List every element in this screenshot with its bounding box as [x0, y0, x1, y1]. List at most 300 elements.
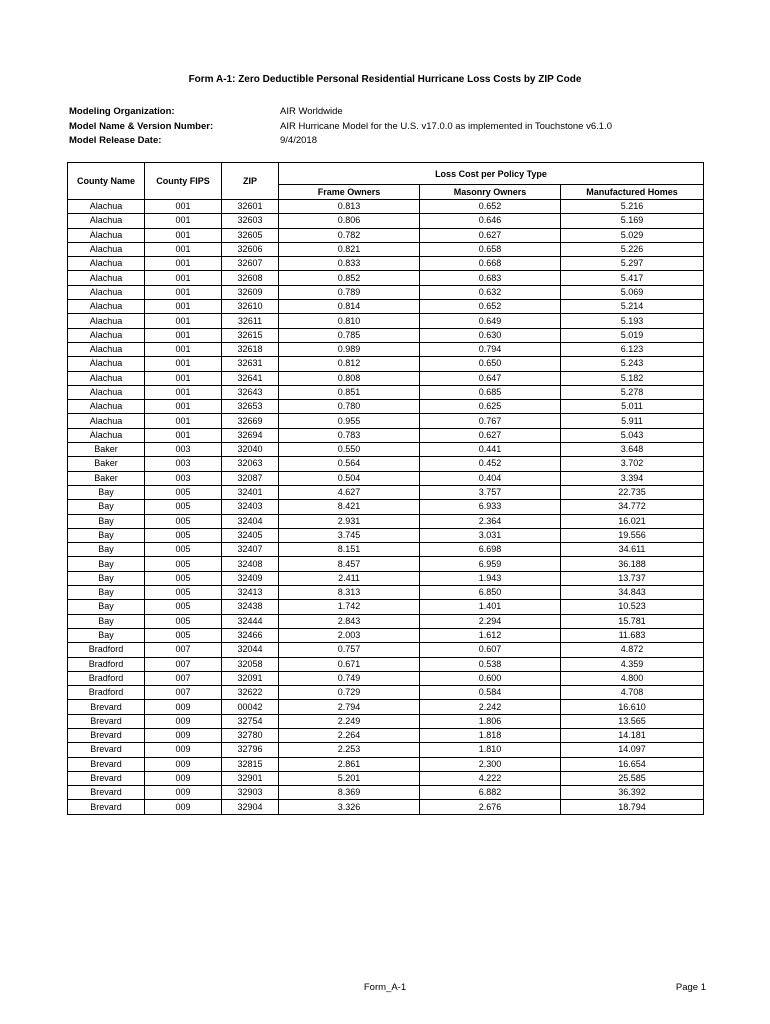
cell-county-name: Alachua — [68, 300, 145, 314]
cell-county-name: Bradford — [68, 671, 145, 685]
cell-county-name: Alachua — [68, 271, 145, 285]
cell-frame-owners: 0.806 — [279, 214, 420, 228]
table-row — [68, 700, 704, 714]
header-loss-cost-group: Loss Cost per Policy Type — [279, 163, 704, 185]
cell-county-fips: 009 — [145, 700, 222, 714]
cell-county-fips: 001 — [145, 271, 222, 285]
table-row — [68, 228, 704, 242]
cell-masonry-owners: 0.584 — [420, 686, 561, 700]
cell-county-name: Baker — [68, 443, 145, 457]
cell-frame-owners: 2.249 — [279, 714, 420, 728]
cell-county-fips: 005 — [145, 600, 222, 614]
cell-frame-owners: 5.201 — [279, 771, 420, 785]
cell-manufactured-homes: 5.911 — [561, 414, 704, 428]
cell-zip: 32608 — [222, 271, 279, 285]
cell-manufactured-homes: 4.359 — [561, 657, 704, 671]
cell-frame-owners: 2.931 — [279, 514, 420, 528]
cell-county-name: Alachua — [68, 328, 145, 342]
cell-county-fips: 005 — [145, 543, 222, 557]
cell-manufactured-homes: 5.029 — [561, 228, 704, 242]
cell-frame-owners: 2.843 — [279, 614, 420, 628]
cell-zip: 32641 — [222, 371, 279, 385]
header-masonry-owners: Masonry Owners — [420, 185, 561, 200]
cell-county-fips: 001 — [145, 285, 222, 299]
cell-frame-owners: 2.253 — [279, 743, 420, 757]
cell-manufactured-homes: 34.843 — [561, 586, 704, 600]
table-row — [68, 385, 704, 399]
cell-masonry-owners: 0.627 — [420, 428, 561, 442]
cell-frame-owners: 3.326 — [279, 800, 420, 814]
table-body — [68, 200, 704, 815]
cell-frame-owners: 2.003 — [279, 628, 420, 642]
cell-county-name: Bay — [68, 586, 145, 600]
cell-masonry-owners: 1.943 — [420, 571, 561, 585]
cell-frame-owners: 2.861 — [279, 757, 420, 771]
cell-county-name: Bay — [68, 485, 145, 499]
cell-county-name: Brevard — [68, 757, 145, 771]
table-row — [68, 671, 704, 685]
cell-county-fips: 001 — [145, 214, 222, 228]
cell-county-fips: 005 — [145, 586, 222, 600]
cell-zip: 32622 — [222, 686, 279, 700]
table-row — [68, 557, 704, 571]
header-county-name: County Name — [68, 163, 145, 200]
table-row — [68, 300, 704, 314]
cell-county-fips: 009 — [145, 728, 222, 742]
table-row — [68, 528, 704, 542]
table-row — [68, 428, 704, 442]
cell-county-name: Brevard — [68, 714, 145, 728]
cell-zip: 32605 — [222, 228, 279, 242]
cell-zip: 32694 — [222, 428, 279, 442]
cell-county-fips: 005 — [145, 528, 222, 542]
cell-manufactured-homes: 5.169 — [561, 214, 704, 228]
cell-masonry-owners: 1.401 — [420, 600, 561, 614]
cell-zip: 32408 — [222, 557, 279, 571]
cell-manufactured-homes: 5.278 — [561, 385, 704, 399]
cell-county-fips: 009 — [145, 743, 222, 757]
cell-county-name: Brevard — [68, 786, 145, 800]
meta-row-version — [69, 120, 612, 135]
cell-manufactured-homes: 5.019 — [561, 328, 704, 342]
cell-zip: 32063 — [222, 457, 279, 471]
header-zip: ZIP — [222, 163, 279, 200]
meta-label: Modeling Organization: — [69, 106, 175, 117]
cell-county-fips: 009 — [145, 714, 222, 728]
table-row — [68, 728, 704, 742]
cell-county-fips: 001 — [145, 200, 222, 214]
cell-masonry-owners: 6.933 — [420, 500, 561, 514]
cell-masonry-owners: 2.294 — [420, 614, 561, 628]
cell-county-name: Alachua — [68, 357, 145, 371]
cell-county-fips: 003 — [145, 443, 222, 457]
table-row — [68, 571, 704, 585]
cell-county-name: Bradford — [68, 657, 145, 671]
cell-masonry-owners: 3.757 — [420, 485, 561, 499]
cell-masonry-owners: 0.630 — [420, 328, 561, 342]
cell-county-fips: 001 — [145, 300, 222, 314]
cell-county-name: Alachua — [68, 371, 145, 385]
cell-manufactured-homes: 16.610 — [561, 700, 704, 714]
cell-county-name: Alachua — [68, 314, 145, 328]
header-frame-owners: Frame Owners — [279, 185, 420, 200]
cell-manufactured-homes: 34.611 — [561, 543, 704, 557]
page-number: Page 1 — [675, 982, 706, 993]
cell-frame-owners: 1.742 — [279, 600, 420, 614]
cell-frame-owners: 0.814 — [279, 300, 420, 314]
cell-county-fips: 005 — [145, 485, 222, 499]
cell-manufactured-homes: 22.735 — [561, 485, 704, 499]
cell-zip: 32044 — [222, 643, 279, 657]
cell-masonry-owners: 0.647 — [420, 371, 561, 385]
cell-masonry-owners: 0.649 — [420, 314, 561, 328]
cell-masonry-owners: 0.632 — [420, 285, 561, 299]
table-row — [68, 443, 704, 457]
cell-zip: 32643 — [222, 385, 279, 399]
cell-frame-owners: 0.812 — [279, 357, 420, 371]
cell-manufactured-homes: 4.708 — [561, 686, 704, 700]
cell-manufactured-homes: 13.565 — [561, 714, 704, 728]
cell-zip: 32631 — [222, 357, 279, 371]
cell-county-name: Alachua — [68, 228, 145, 242]
table-row — [68, 500, 704, 514]
cell-county-fips: 005 — [145, 500, 222, 514]
cell-county-fips: 001 — [145, 400, 222, 414]
cell-masonry-owners: 0.404 — [420, 471, 561, 485]
cell-masonry-owners: 0.794 — [420, 342, 561, 356]
cell-county-name: Bay — [68, 557, 145, 571]
cell-county-fips: 009 — [145, 800, 222, 814]
cell-zip: 32040 — [222, 443, 279, 457]
page-title: Form A-1: Zero Deductible Personal Residential Hurricane Loss Costs by ZIP Code — [188, 74, 582, 85]
cell-zip: 32609 — [222, 285, 279, 299]
cell-zip: 32901 — [222, 771, 279, 785]
cell-zip: 32796 — [222, 743, 279, 757]
cell-masonry-owners: 0.600 — [420, 671, 561, 685]
cell-county-name: Bay — [68, 528, 145, 542]
cell-frame-owners: 0.989 — [279, 342, 420, 356]
cell-county-fips: 009 — [145, 757, 222, 771]
table-row — [68, 214, 704, 228]
cell-masonry-owners: 0.452 — [420, 457, 561, 471]
header-county-fips: County FIPS — [145, 163, 222, 200]
cell-manufactured-homes: 5.011 — [561, 400, 704, 414]
cell-frame-owners: 0.821 — [279, 242, 420, 256]
cell-county-fips: 001 — [145, 328, 222, 342]
cell-county-name: Bay — [68, 514, 145, 528]
cell-zip: 32438 — [222, 600, 279, 614]
cell-frame-owners: 8.313 — [279, 586, 420, 600]
cell-manufactured-homes: 36.392 — [561, 786, 704, 800]
cell-masonry-owners: 0.441 — [420, 443, 561, 457]
table-row — [68, 714, 704, 728]
cell-zip: 32615 — [222, 328, 279, 342]
cell-zip: 32405 — [222, 528, 279, 542]
cell-manufactured-homes: 19.556 — [561, 528, 704, 542]
cell-county-fips: 001 — [145, 342, 222, 356]
cell-county-name: Baker — [68, 457, 145, 471]
cell-masonry-owners: 0.625 — [420, 400, 561, 414]
cell-manufactured-homes: 15.781 — [561, 614, 704, 628]
cell-frame-owners: 0.808 — [279, 371, 420, 385]
table-row — [68, 314, 704, 328]
cell-manufactured-homes: 11.683 — [561, 628, 704, 642]
cell-frame-owners: 4.627 — [279, 485, 420, 499]
meta-value: AIR Worldwide — [280, 106, 343, 117]
cell-frame-owners: 0.550 — [279, 443, 420, 457]
cell-county-fips: 001 — [145, 242, 222, 256]
cell-masonry-owners: 1.612 — [420, 628, 561, 642]
cell-masonry-owners: 4.222 — [420, 771, 561, 785]
cell-frame-owners: 2.794 — [279, 700, 420, 714]
cell-manufactured-homes: 25.585 — [561, 771, 704, 785]
cell-manufactured-homes: 13.737 — [561, 571, 704, 585]
cell-frame-owners: 0.955 — [279, 414, 420, 428]
cell-manufactured-homes: 3.394 — [561, 471, 704, 485]
cell-county-name: Bay — [68, 628, 145, 642]
cell-county-name: Alachua — [68, 285, 145, 299]
cell-zip: 32653 — [222, 400, 279, 414]
loss-cost-table — [67, 162, 704, 815]
table-row — [68, 342, 704, 356]
cell-zip: 32409 — [222, 571, 279, 585]
cell-frame-owners: 8.151 — [279, 543, 420, 557]
cell-frame-owners: 8.457 — [279, 557, 420, 571]
table-row — [68, 614, 704, 628]
cell-county-name: Alachua — [68, 342, 145, 356]
cell-masonry-owners: 0.767 — [420, 414, 561, 428]
cell-county-fips: 007 — [145, 643, 222, 657]
cell-frame-owners: 2.411 — [279, 571, 420, 585]
cell-frame-owners: 0.783 — [279, 428, 420, 442]
cell-masonry-owners: 6.959 — [420, 557, 561, 571]
cell-county-name: Bay — [68, 600, 145, 614]
cell-manufactured-homes: 5.214 — [561, 300, 704, 314]
cell-zip: 32403 — [222, 500, 279, 514]
cell-frame-owners: 0.782 — [279, 228, 420, 242]
cell-manufactured-homes: 5.043 — [561, 428, 704, 442]
cell-frame-owners: 0.780 — [279, 400, 420, 414]
table-row — [68, 485, 704, 499]
cell-frame-owners: 0.852 — [279, 271, 420, 285]
table-row — [68, 800, 704, 814]
cell-county-name: Bradford — [68, 643, 145, 657]
table-row — [68, 514, 704, 528]
cell-manufactured-homes: 5.243 — [561, 357, 704, 371]
cell-masonry-owners: 0.652 — [420, 300, 561, 314]
table-row — [68, 757, 704, 771]
cell-manufactured-homes: 10.523 — [561, 600, 704, 614]
cell-county-name: Bay — [68, 500, 145, 514]
cell-zip: 32607 — [222, 257, 279, 271]
cell-zip: 32780 — [222, 728, 279, 742]
cell-masonry-owners: 0.658 — [420, 242, 561, 256]
cell-manufactured-homes: 14.181 — [561, 728, 704, 742]
cell-masonry-owners: 2.300 — [420, 757, 561, 771]
cell-masonry-owners: 2.364 — [420, 514, 561, 528]
table-row — [68, 414, 704, 428]
cell-frame-owners: 0.813 — [279, 200, 420, 214]
cell-zip: 32815 — [222, 757, 279, 771]
cell-frame-owners: 0.504 — [279, 471, 420, 485]
cell-county-fips: 003 — [145, 471, 222, 485]
cell-county-fips: 009 — [145, 786, 222, 800]
cell-manufactured-homes: 5.182 — [561, 371, 704, 385]
cell-zip: 32903 — [222, 786, 279, 800]
cell-frame-owners: 0.851 — [279, 385, 420, 399]
cell-zip: 32404 — [222, 514, 279, 528]
cell-county-name: Bradford — [68, 686, 145, 700]
cell-county-fips: 007 — [145, 686, 222, 700]
cell-zip: 32610 — [222, 300, 279, 314]
table-row — [68, 628, 704, 642]
cell-zip: 32601 — [222, 200, 279, 214]
sheet-name: Form_A-1 — [363, 982, 407, 993]
cell-manufactured-homes: 3.648 — [561, 443, 704, 457]
cell-masonry-owners: 1.818 — [420, 728, 561, 742]
cell-frame-owners: 0.564 — [279, 457, 420, 471]
table-row — [68, 471, 704, 485]
cell-manufactured-homes: 34.772 — [561, 500, 704, 514]
cell-frame-owners: 8.369 — [279, 786, 420, 800]
cell-zip: 32466 — [222, 628, 279, 642]
cell-manufactured-homes: 5.216 — [561, 200, 704, 214]
meta-value: AIR Hurricane Model for the U.S. v17.0.0 as implemented in Touchstone v6.1.0 — [280, 120, 612, 132]
cell-county-fips: 001 — [145, 385, 222, 399]
cell-masonry-owners: 0.607 — [420, 643, 561, 657]
cell-manufactured-homes: 5.069 — [561, 285, 704, 299]
cell-masonry-owners: 6.882 — [420, 786, 561, 800]
cell-zip: 32603 — [222, 214, 279, 228]
table-row — [68, 743, 704, 757]
cell-county-fips: 001 — [145, 314, 222, 328]
cell-masonry-owners: 6.698 — [420, 543, 561, 557]
cell-frame-owners: 0.785 — [279, 328, 420, 342]
cell-manufactured-homes: 5.297 — [561, 257, 704, 271]
cell-masonry-owners: 0.650 — [420, 357, 561, 371]
cell-zip: 32087 — [222, 471, 279, 485]
meta-value: 9/4/2018 — [280, 135, 317, 146]
cell-masonry-owners: 1.806 — [420, 714, 561, 728]
cell-manufactured-homes: 5.226 — [561, 242, 704, 256]
cell-manufactured-homes: 18.794 — [561, 800, 704, 814]
cell-manufactured-homes: 3.702 — [561, 457, 704, 471]
cell-zip: 32444 — [222, 614, 279, 628]
cell-frame-owners: 0.789 — [279, 285, 420, 299]
cell-county-fips: 001 — [145, 357, 222, 371]
table-row — [68, 400, 704, 414]
cell-county-fips: 001 — [145, 228, 222, 242]
header-manufactured-homes: Manufactured Homes — [561, 185, 704, 200]
cell-county-fips: 001 — [145, 257, 222, 271]
cell-masonry-owners: 0.538 — [420, 657, 561, 671]
cell-manufactured-homes: 4.872 — [561, 643, 704, 657]
cell-zip: 32058 — [222, 657, 279, 671]
cell-county-name: Alachua — [68, 242, 145, 256]
cell-zip: 00042 — [222, 700, 279, 714]
cell-county-name: Alachua — [68, 200, 145, 214]
cell-frame-owners: 0.749 — [279, 671, 420, 685]
cell-frame-owners: 0.757 — [279, 643, 420, 657]
table-row — [68, 357, 704, 371]
cell-zip: 32606 — [222, 242, 279, 256]
cell-county-name: Baker — [68, 471, 145, 485]
cell-county-fips: 005 — [145, 514, 222, 528]
cell-county-name: Alachua — [68, 257, 145, 271]
cell-county-name: Brevard — [68, 800, 145, 814]
cell-zip: 32669 — [222, 414, 279, 428]
cell-county-name: Brevard — [68, 728, 145, 742]
table-row — [68, 328, 704, 342]
cell-manufactured-homes: 36.188 — [561, 557, 704, 571]
cell-masonry-owners: 0.668 — [420, 257, 561, 271]
cell-county-name: Brevard — [68, 771, 145, 785]
cell-zip: 32401 — [222, 485, 279, 499]
cell-county-fips: 001 — [145, 414, 222, 428]
table-row — [68, 586, 704, 600]
cell-zip: 32413 — [222, 586, 279, 600]
cell-manufactured-homes: 5.193 — [561, 314, 704, 328]
cell-frame-owners: 0.833 — [279, 257, 420, 271]
table-row — [68, 643, 704, 657]
meta-label: Model Release Date: — [69, 135, 162, 146]
cell-masonry-owners: 0.627 — [420, 228, 561, 242]
cell-zip: 32611 — [222, 314, 279, 328]
cell-manufactured-homes: 5.417 — [561, 271, 704, 285]
cell-frame-owners: 3.745 — [279, 528, 420, 542]
table-row — [68, 271, 704, 285]
table-row — [68, 657, 704, 671]
meta-row-organization — [69, 105, 612, 120]
table-row — [68, 457, 704, 471]
cell-county-name: Brevard — [68, 743, 145, 757]
cell-manufactured-homes: 16.654 — [561, 757, 704, 771]
cell-county-name: Bay — [68, 614, 145, 628]
cell-frame-owners: 0.671 — [279, 657, 420, 671]
table-row — [68, 771, 704, 785]
cell-masonry-owners: 2.242 — [420, 700, 561, 714]
cell-county-fips: 001 — [145, 371, 222, 385]
cell-zip: 32754 — [222, 714, 279, 728]
cell-masonry-owners: 6.850 — [420, 586, 561, 600]
table-row — [68, 200, 704, 214]
cell-masonry-owners: 0.646 — [420, 214, 561, 228]
cell-frame-owners: 0.810 — [279, 314, 420, 328]
table-row — [68, 600, 704, 614]
cell-manufactured-homes: 4.800 — [561, 671, 704, 685]
table-row — [68, 371, 704, 385]
cell-masonry-owners: 0.652 — [420, 200, 561, 214]
cell-county-fips: 009 — [145, 771, 222, 785]
meta-label: Model Name & Version Number: — [69, 120, 214, 132]
cell-frame-owners: 2.264 — [279, 728, 420, 742]
meta-row-release-date — [69, 134, 612, 149]
cell-zip: 32407 — [222, 543, 279, 557]
cell-zip: 32904 — [222, 800, 279, 814]
cell-zip: 32618 — [222, 342, 279, 356]
cell-manufactured-homes: 6.123 — [561, 342, 704, 356]
cell-county-fips: 007 — [145, 671, 222, 685]
cell-county-fips: 005 — [145, 557, 222, 571]
cell-county-name: Alachua — [68, 400, 145, 414]
cell-county-fips: 007 — [145, 657, 222, 671]
cell-county-fips: 003 — [145, 457, 222, 471]
cell-county-name: Brevard — [68, 700, 145, 714]
table-row — [68, 285, 704, 299]
cell-masonry-owners: 0.683 — [420, 271, 561, 285]
cell-county-name: Bay — [68, 543, 145, 557]
cell-frame-owners: 8.421 — [279, 500, 420, 514]
